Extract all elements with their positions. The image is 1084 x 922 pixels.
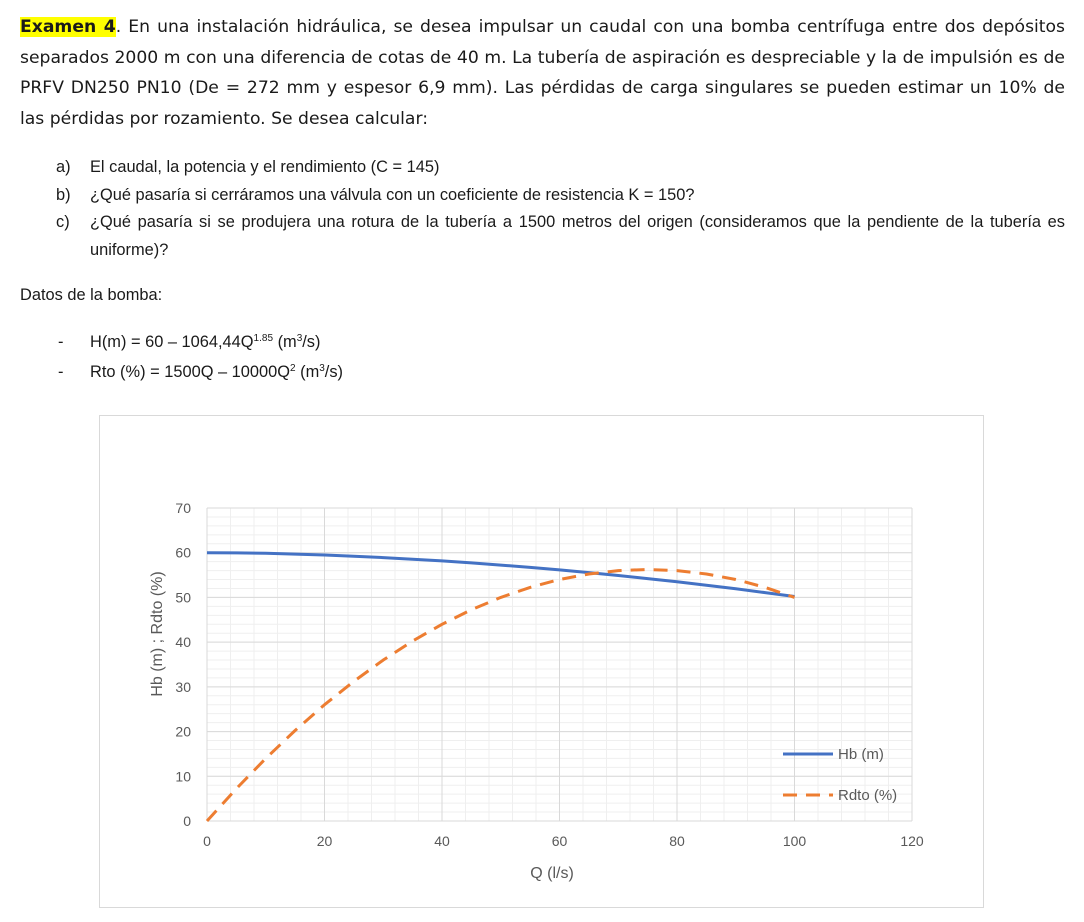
list-marker: - (58, 363, 64, 381)
y-tick-label: 30 (175, 678, 191, 695)
x-tick-label: 100 (782, 833, 807, 849)
formula-unit: (m (273, 333, 297, 351)
problem-statement (20, 12, 1065, 134)
formula-text: Rto (%) = 1500Q – 10000Q (90, 363, 290, 381)
list-item-text: ¿Qué pasaría si cerráramos una válvula con un coeficiente de resistencia K = 150? (90, 185, 695, 204)
list-marker: a) (56, 158, 71, 176)
y-tick-label: 40 (175, 634, 191, 651)
list-item-text: ¿Qué pasaría si se produjera una rotura de la tubería a 1500 metros del origen (consideramos que la pendiente de la tubería es uniforme)? (90, 213, 1065, 259)
formula-text: H(m) = 60 – 1064,44Q (90, 333, 254, 351)
question-list (20, 154, 1065, 264)
x-tick-label: 20 (316, 833, 333, 849)
exam-label: Examen 4 (20, 17, 116, 37)
pump-curve-chart (99, 415, 984, 908)
formula-unit-exponent: 3 (319, 363, 325, 374)
y-tick-label: 10 (175, 768, 191, 785)
legend-label: Rdto (%) (838, 787, 898, 804)
formula-unit-tail: /s) (302, 333, 321, 351)
y-tick-label: 60 (175, 544, 191, 561)
formula-list (20, 327, 1065, 387)
y-axis-label: Hb (m) ; Rdto (%) (149, 571, 166, 697)
pump-data-heading: Datos de la bomba: (20, 286, 163, 304)
series-line-rdto (207, 570, 795, 822)
chart-svg (100, 416, 983, 907)
y-tick-label: 20 (175, 723, 191, 740)
list-marker: b) (56, 185, 71, 204)
formula-unit: (m (295, 363, 320, 381)
y-tick-label: 70 (175, 500, 191, 516)
y-tick-label: 50 (175, 589, 191, 606)
y-tick-label: 0 (183, 813, 191, 829)
list-item-text: El caudal, la potencia y el rendimiento (C = 145) (90, 158, 440, 176)
x-tick-label: 120 (900, 833, 924, 849)
x-tick-label: 60 (551, 833, 568, 849)
legend (783, 746, 897, 804)
x-axis-ticks (203, 833, 924, 849)
list-marker: c) (56, 213, 70, 231)
formula-unit-exponent: 3 (296, 333, 303, 344)
formula-head (20, 327, 1065, 357)
formula-exponent: 2 (290, 363, 296, 374)
formula-exponent: 1.85 (253, 333, 274, 344)
list-marker: - (58, 333, 64, 351)
formula-efficiency (20, 357, 1065, 387)
x-tick-label: 40 (434, 833, 450, 849)
x-axis-label: Q (l/s) (530, 865, 574, 882)
list-item (20, 209, 1065, 264)
legend-label: Hb (m) (838, 746, 884, 763)
formula-unit-tail: /s) (324, 363, 344, 381)
statement-text: . En una instalación hidráulica, se desea impulsar un caudal con una bomba centrífuga entre dos depósitos separados 2000 m con una diferencia de cotas de 40 m. La tubería de aspiración es despreciable y la de impulsión es de PRFV DN250 PN10 (De = 272 mm y espesor 6,9 mm). Las pérdidas de carga singulares se pueden estimar un 10% de las pérdidas por rozamiento. Se desea calcular: (20, 17, 1066, 129)
document-body (20, 12, 1065, 387)
x-tick-label: 0 (203, 833, 211, 849)
list-item (20, 154, 1065, 182)
y-axis-ticks (175, 500, 191, 829)
list-item (20, 182, 1065, 210)
x-tick-label: 80 (669, 833, 685, 849)
